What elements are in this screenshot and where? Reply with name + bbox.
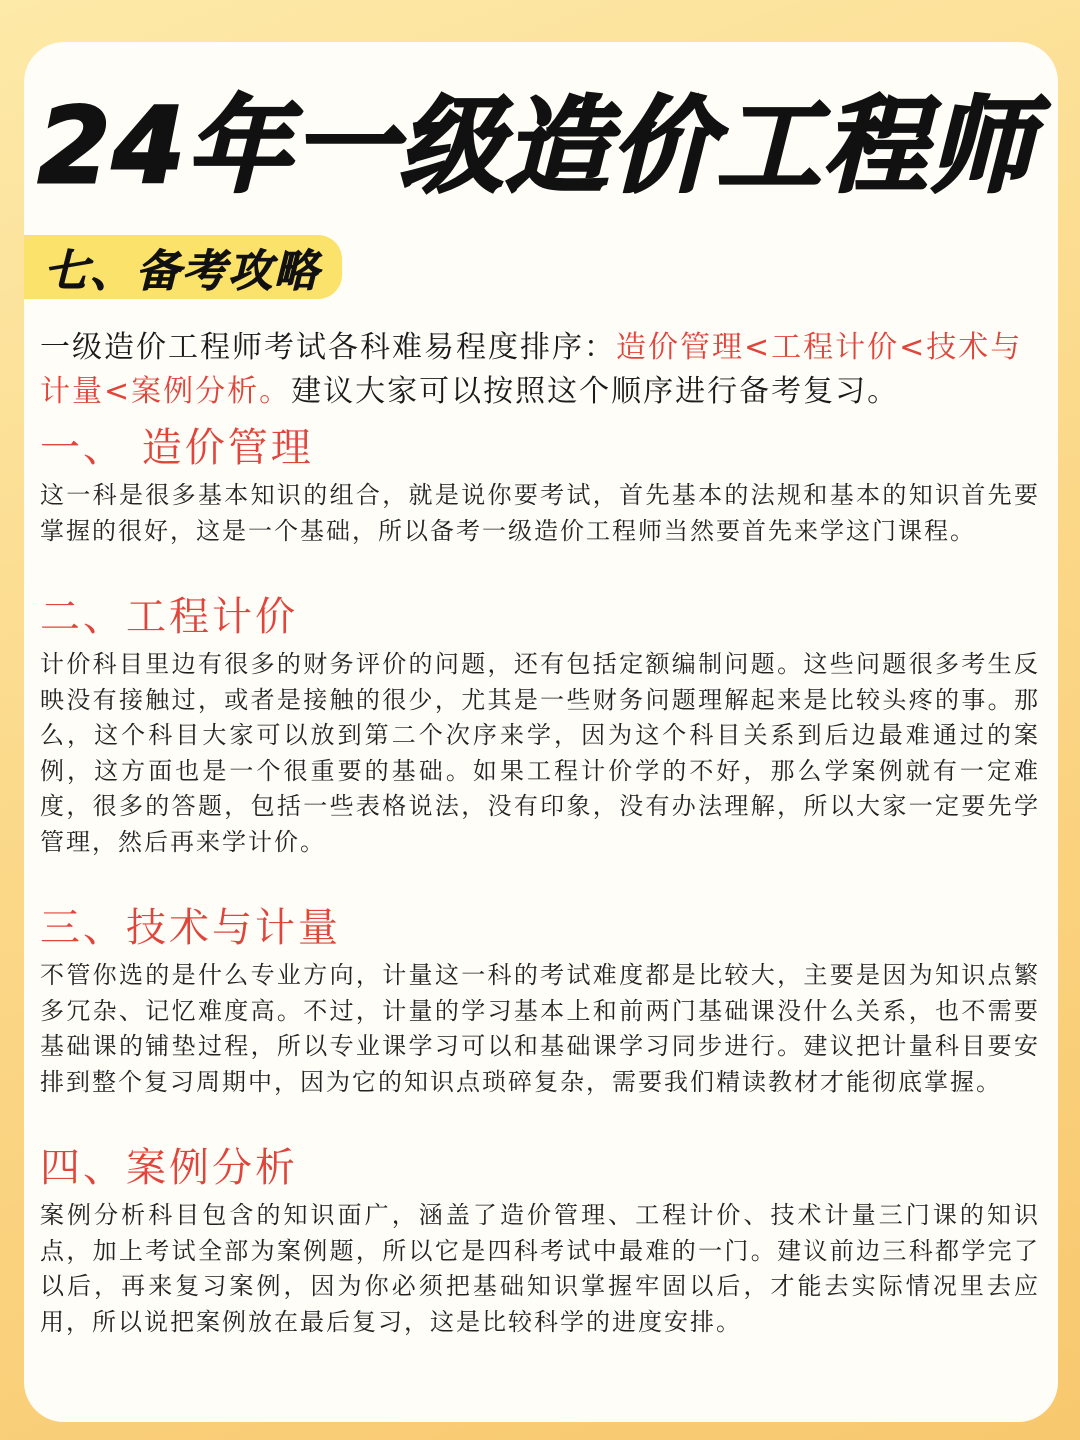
intro-prefix: 一级造价工程师考试各科难易程度排序：: [40, 330, 616, 365]
section-badge-label: 七、备考攻略: [44, 246, 320, 297]
intro-suffix: 建议大家可以按照这个顺序进行备考复习。: [291, 374, 900, 409]
section-badge: [24, 235, 342, 299]
section-heading-cost-management: 一、 造价管理: [40, 425, 314, 471]
section-body-case-analysis: 案例分析科目包含的知识面广，涵盖了造价管理、工程计价、技术计量三门课的知识点，加上考试全部为案例题，所以它是四科考试中最难的一门。建议前边三科都学完了以后，再来复习案例，因为你必须把基础知识掌握牢固以后，才能去实际情况里去应用，所以说把案例放在最后复习，这是比较科学的进度安排。: [40, 1201, 1040, 1336]
page-title: 24年一级造价工程师: [38, 85, 1035, 207]
intro-paragraph: [40, 326, 1040, 414]
section-heading-engineering-pricing: 二、工程计价: [40, 594, 298, 640]
content-card: [24, 42, 1058, 1422]
section-heading-case-analysis: 四、案例分析: [40, 1145, 298, 1191]
article-body: [40, 326, 1040, 1340]
section-body-engineering-pricing: 计价科目里边有很多的财务评价的问题，还有包括定额编制问题。这些问题很多考生反映没有接触过，或者是接触的很少，尤其是一些财务问题理解起来是比较头疼的事。那么，这个科目大家可以放到第二个次序来学，因为这个科目关系到后边最难通过的案例，这方面也是一个很重要的基础。如果工程计价学的不好，那么学案例就有一定难度，很多的答题，包括一些表格说法，没有印象，没有办法理解，所以大家一定要先学管理，然后再来学计价。: [40, 650, 1040, 856]
section-body-cost-management: 这一科是很多基本知识的组合，就是说你要考试，首先基本的法规和基本的知识首先要掌握的很好，这是一个基础，所以备考一级造价工程师当然要首先来学这门课程。: [40, 481, 1040, 545]
section-body-technology-measurement: 不管你选的是什么专业方向，计量这一科的考试难度都是比较大，主要是因为知识点繁多冗杂、记忆难度高。不过，计量的学习基本上和前两门基础课没什么关系，也不需要基础课的铺垫过程，所以专业课学习可以和基础课学习同步进行。建议把计量科目要安排到整个复习周期中，因为它的知识点琐碎复杂，需要我们精读教材才能彻底掌握。: [40, 961, 1040, 1096]
intro-highlight: 造价管理<工程计价<技术与计量<案例分析。: [40, 330, 1023, 409]
section-heading-technology-measurement: 三、技术与计量: [40, 905, 341, 951]
